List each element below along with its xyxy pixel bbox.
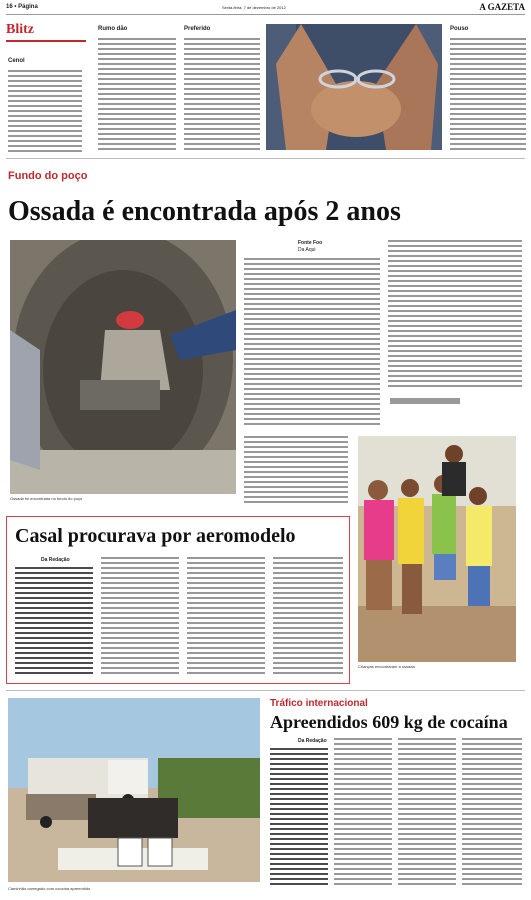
well-photo-caption: Ossada foi encontrada no fundo do poço xyxy=(10,496,83,501)
story1-col-text xyxy=(244,258,380,428)
story2-col-text xyxy=(101,557,179,677)
story2-byline: Da Redação xyxy=(41,557,70,563)
story3-col-text xyxy=(270,748,328,888)
blitz-strip xyxy=(6,20,526,152)
children-photo-caption: Crianças encontraram a ossada xyxy=(358,664,415,669)
story2-col-text xyxy=(273,557,343,677)
story3-col-text xyxy=(334,738,392,888)
story1-col-text xyxy=(244,436,348,506)
story2-box xyxy=(6,516,350,684)
logo: A GAZETA xyxy=(479,2,525,12)
story3-headline: Apreendidos 609 kg de cocaína xyxy=(270,712,508,732)
story1-col-text xyxy=(388,240,522,390)
story3-col-text xyxy=(398,738,456,888)
well-photo xyxy=(10,240,236,494)
story1-headline: Ossada é encontrada após 2 anos xyxy=(8,196,401,227)
page-label: 16 • Página xyxy=(6,4,38,10)
blitz-title: Blitz xyxy=(6,22,34,37)
story2-headline: Casal procurava por aeromodelo xyxy=(15,525,296,547)
masthead-rule xyxy=(6,14,525,15)
story2-col-text xyxy=(187,557,265,677)
story3-col-text xyxy=(462,738,522,888)
blitz-col-head: Rumo dão xyxy=(98,26,128,32)
well-illustration xyxy=(10,240,236,494)
story3-kicker: Tráfico internacional xyxy=(270,698,368,709)
blitz-col-head: Preferido xyxy=(184,26,211,32)
truck-photo xyxy=(8,698,260,882)
blitz-col-text xyxy=(450,38,526,150)
divider xyxy=(6,690,525,691)
truck-illustration xyxy=(8,698,260,882)
children-photo xyxy=(358,436,516,662)
story1-byline: Fonte Foo xyxy=(298,240,323,246)
date-line: Sexta-feira, 7 de dezembro de 2012 xyxy=(222,5,286,10)
story1-byline-2: Da Aqui xyxy=(298,247,316,253)
handcuffs-illustration xyxy=(266,24,442,150)
blitz-col-text xyxy=(184,38,260,150)
handcuffs-photo xyxy=(266,24,442,150)
story2-col-text xyxy=(15,567,93,677)
blitz-col-head: Pouso xyxy=(450,26,469,32)
blitz-rule xyxy=(6,40,86,42)
story3-byline: Da Redação xyxy=(298,738,327,744)
divider xyxy=(6,158,525,159)
story1-kicker: Fundo do poço xyxy=(8,170,88,182)
masthead xyxy=(0,0,531,16)
author-email xyxy=(390,398,460,404)
children-illustration xyxy=(358,436,516,662)
blitz-col-text xyxy=(8,70,82,152)
blitz-col-head: Cenol xyxy=(8,58,25,64)
truck-photo-caption: Caminhão carregado com cocaína apreendido xyxy=(8,886,91,891)
blitz-col-text xyxy=(98,38,176,150)
